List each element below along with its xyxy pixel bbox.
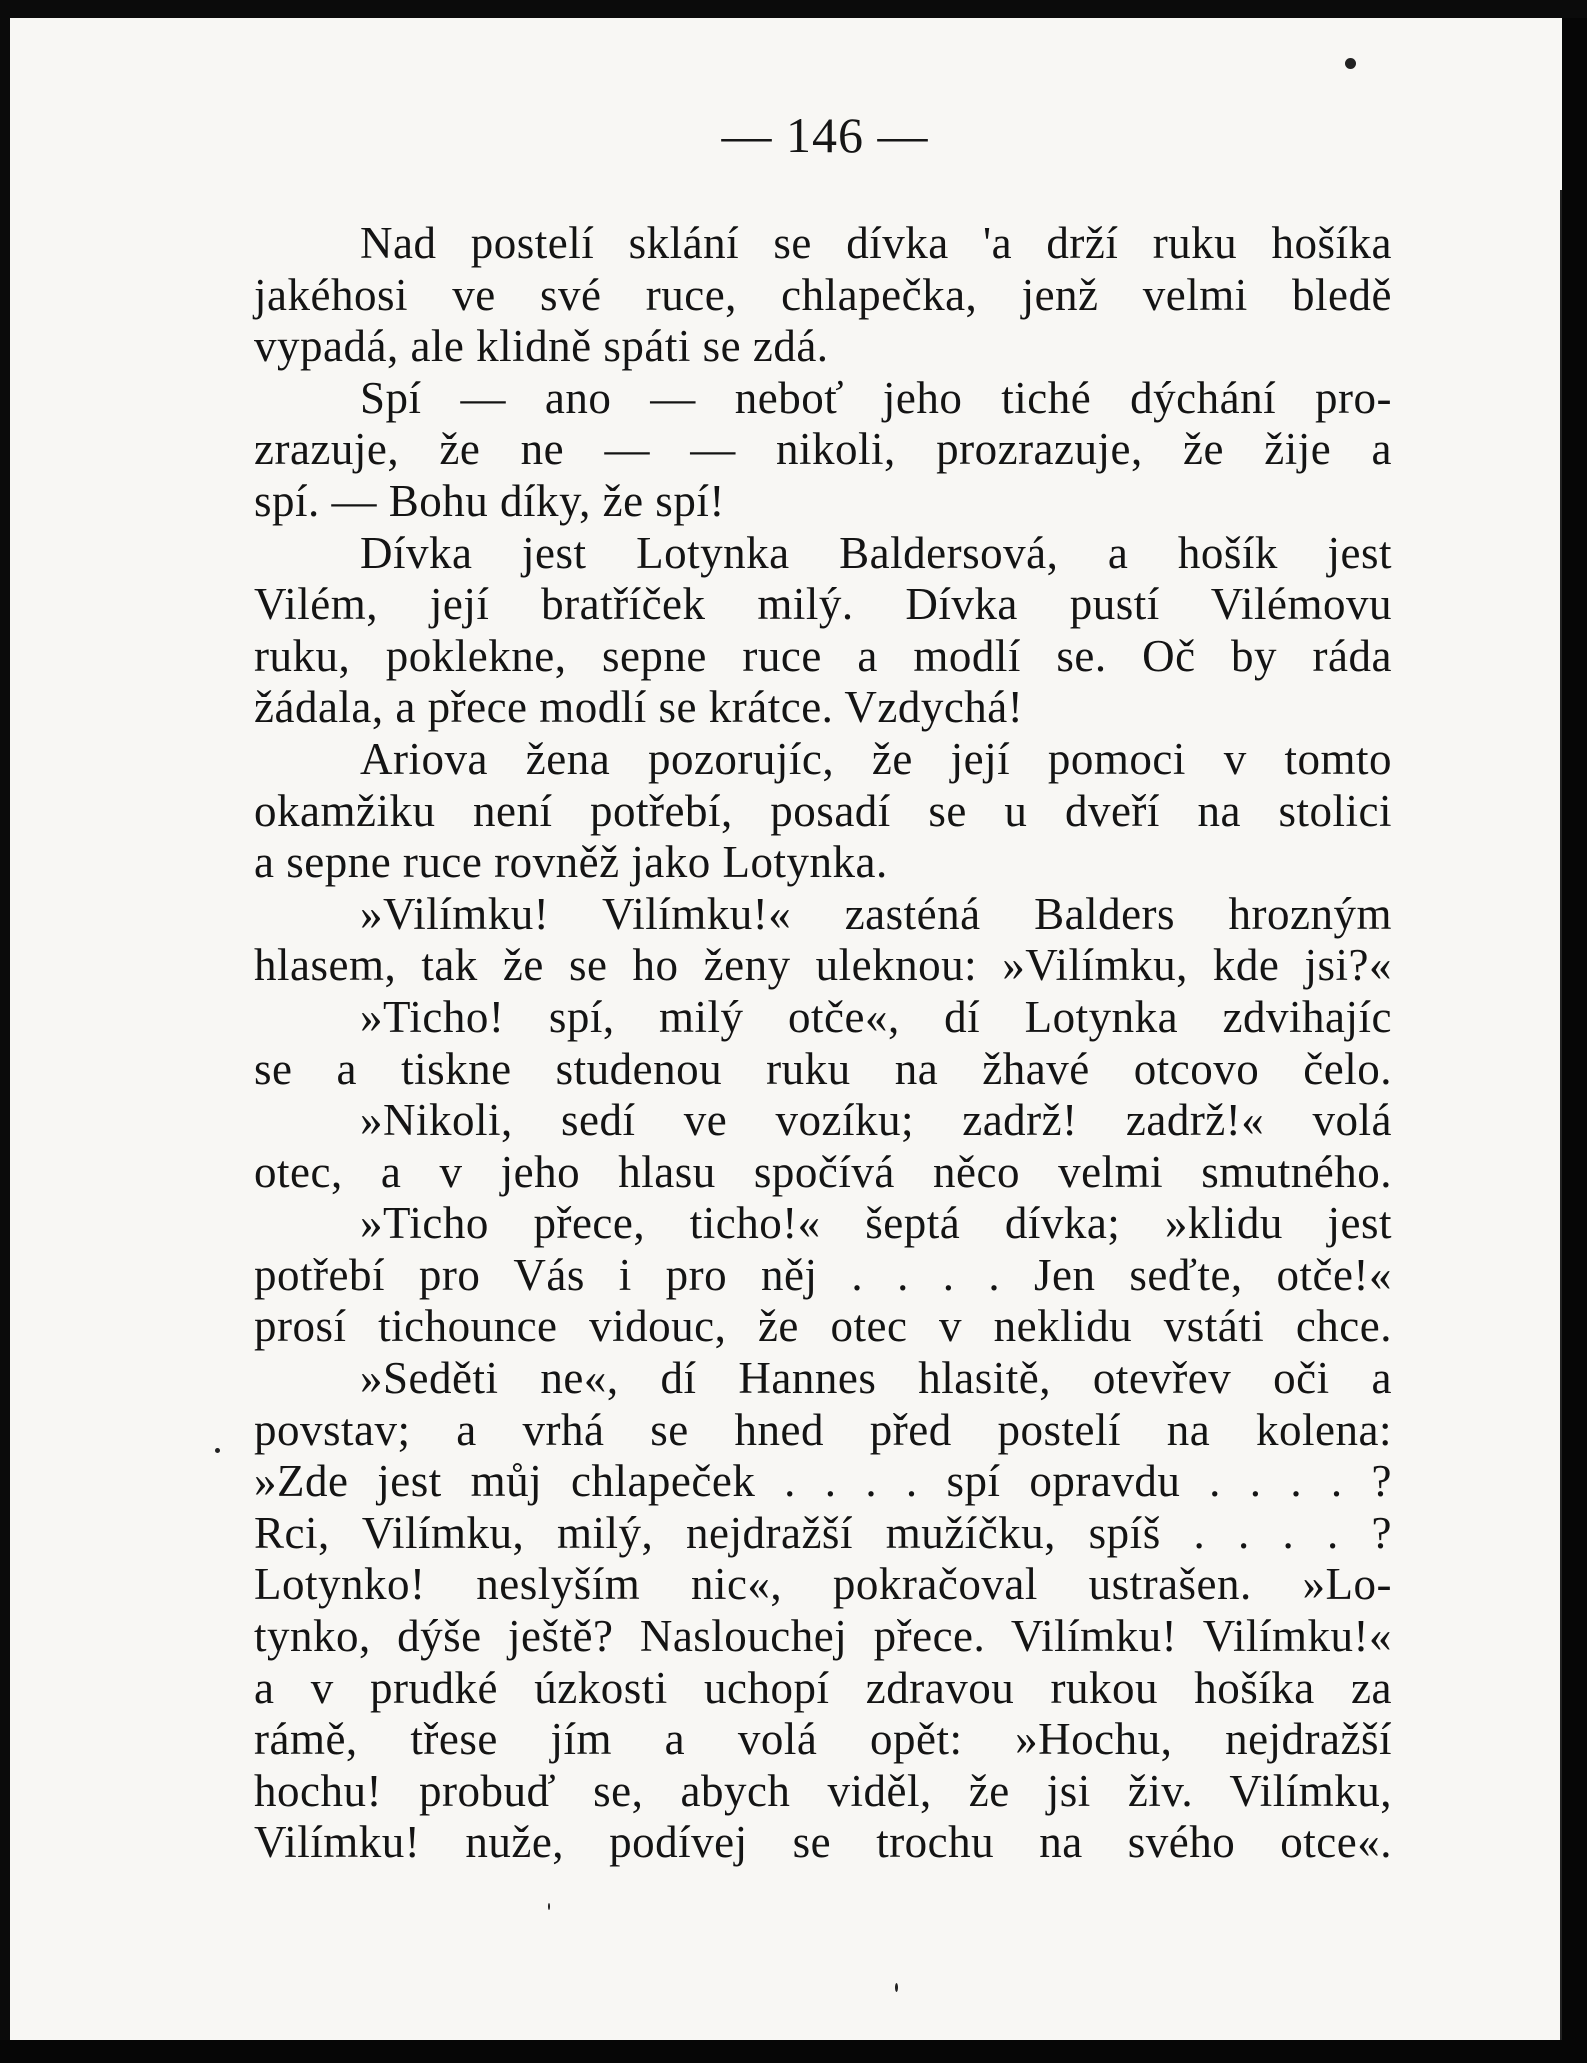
dust-speck (548, 1903, 550, 1910)
text-line: vypadá, ale klidně spáti se zdá. (254, 321, 829, 372)
text-line: rámě, třese jím a volá opět: »Hochu, nejdražší (254, 1714, 1392, 1765)
text-line: Spí — ano — neboť jeho tiché dýchání pro- (360, 372, 1392, 423)
text-line: »Vilímku! Vilímku!« zasténá Balders hrozným (360, 888, 1392, 939)
text-line: žádala, a přece modlí se krátce. Vzdychá! (254, 682, 1024, 733)
page-number: — 146 — (721, 107, 929, 163)
text-line: se a tiskne studenou ruku na žhavé otcovo čelo. (254, 1043, 1392, 1094)
text-line: »Ticho! spí, milý otče«, dí Lotynka zdvihajíc (360, 991, 1392, 1042)
dust-speck (1345, 58, 1356, 69)
text-line: Ariova žena pozorujíc, že její pomoci v tomto (360, 733, 1392, 784)
scan-border-bottom (0, 2040, 1587, 2063)
text-line: »Seděti ne«, dí Hannes hlasitě, otevřev oči a (360, 1353, 1392, 1404)
text-line: Rci, Vilímku, milý, nejdražší mužíčku, spíš . . . . ? (254, 1507, 1392, 1558)
text-line: a sepne ruce rovněž jako Lotynka. (254, 837, 888, 888)
text-line: »Zde jest můj chlapeček . . . . spí opravdu . . . . ? (254, 1456, 1392, 1507)
text-line: ruku, poklekne, sepne ruce a modlí se. Oč by ráda (254, 630, 1392, 681)
text-line: otec, a v jeho hlasu spočívá něco velmi smutného. (254, 1146, 1392, 1197)
text-line: hlasem, tak že se ho ženy uleknou: »Vilímku, kde jsi?« (254, 940, 1392, 991)
text-line: »Ticho přece, ticho!« šeptá dívka; »klidu jest (360, 1198, 1392, 1249)
text-line: okamžiku není potřebí, posadí se u dveří na stolici (254, 785, 1392, 836)
text-line: povstav; a vrhá se hned před postelí na kolena: (254, 1404, 1392, 1455)
text-line: spí. — Bohu díky, že spí! (254, 475, 725, 526)
text-line: Dívka jest Lotynka Baldersová, a hošík jest (360, 527, 1392, 578)
dust-speck (895, 1983, 898, 1992)
text-line: »Nikoli, sedí ve vozíku; zadrž! zadrž!« volá (360, 1095, 1392, 1146)
text-line: zrazuje, že ne — — nikoli, prozrazuje, že žije a (254, 424, 1392, 475)
text-line: Vilímku! nuže, podívej se trochu na svého otce«. (254, 1817, 1392, 1868)
text-line: hochu! probuď se, abych viděl, že jsi živ. Vilímku, (254, 1765, 1392, 1816)
text-line: prosí tichounce vidouc, že otec v neklidu vstáti chce. (254, 1301, 1392, 1352)
text-line: tynko, dýše ještě? Naslouchej přece. Vilímku! Vilímku!« (254, 1611, 1392, 1662)
scan-border-right (1562, 18, 1587, 2063)
body-text (254, 218, 1392, 1869)
text-line: Vilém, její bratříček milý. Dívka pustí Vilémovu (254, 579, 1392, 630)
text-line: jakéhosi ve své ruce, chlapečka, jenž velmi bledě (254, 269, 1392, 320)
dust-speck (215, 1448, 220, 1453)
text-line: Lotynko! neslyším nic«, pokračoval ustrašen. »Lo- (254, 1559, 1392, 1610)
scanned-page (10, 18, 1562, 2040)
text-line: Nad postelí sklání se dívka 'a drží ruku hošíka (360, 218, 1392, 268)
text-line: potřebí pro Vás i pro něj . . . . Jen seďte, otče!« (254, 1249, 1392, 1300)
text-line: a v prudké úzkosti uchopí zdravou rukou hošíka za (254, 1662, 1392, 1713)
